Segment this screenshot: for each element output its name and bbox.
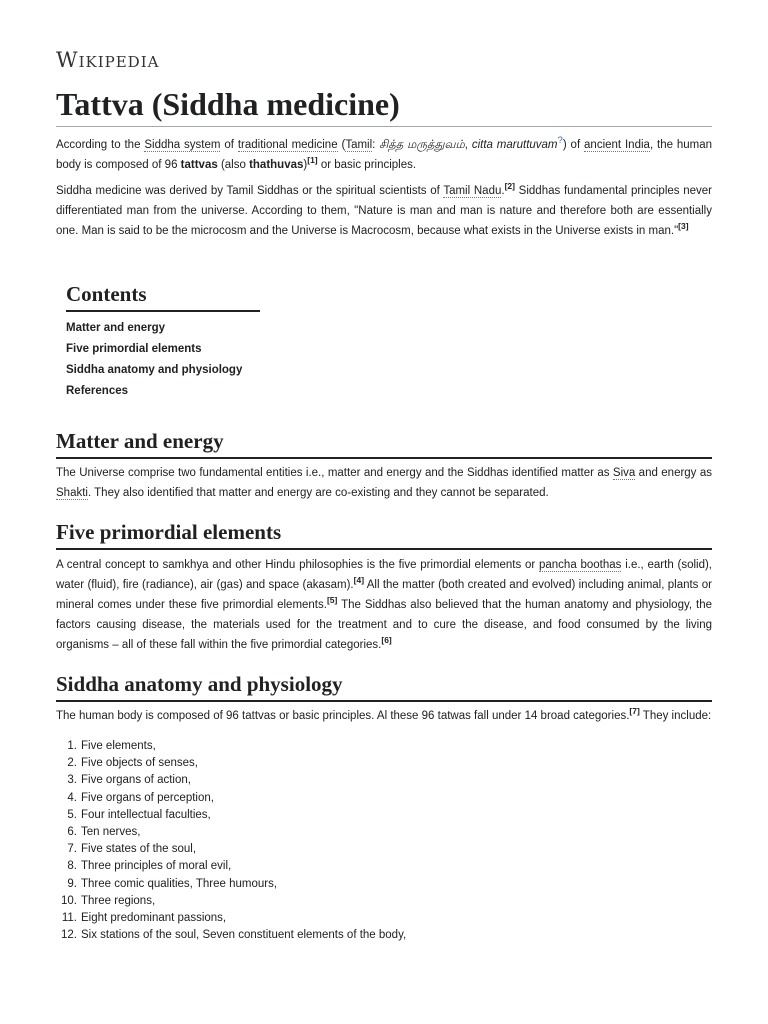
citation-2[interactable]: [2]	[504, 181, 515, 192]
toc-heading: Contents	[66, 280, 260, 312]
citation-4[interactable]: [4]	[353, 575, 365, 586]
link-ancient-india[interactable]: ancient India	[584, 138, 650, 151]
list-item: 1. Five elements,	[67, 740, 156, 752]
list-item: 2. Five objects of senses,	[67, 757, 198, 770]
citation-5[interactable]: [5]	[326, 595, 338, 606]
section-heading-five-primordial-elements: Five primordial elements	[56, 518, 712, 550]
citation-1[interactable]: [1]	[307, 155, 318, 165]
link-tamil-nadu[interactable]: Tamil Nadu	[443, 185, 502, 197]
link-siddha-system[interactable]: Siddha system	[144, 138, 221, 151]
tattva-categories-list	[61, 738, 680, 944]
toc-item-siddha-anatomy[interactable]: Siddha anatomy and physiology	[66, 364, 243, 376]
link-traditional-medicine[interactable]: traditional medicine	[237, 138, 338, 151]
transliteration-text: citta maruttuvam	[471, 138, 558, 151]
list-item: 4. Five organs of perception,	[67, 791, 214, 804]
list-item: 6. Ten nerves,	[67, 826, 141, 839]
link-pancha-boothas[interactable]: pancha boothas	[538, 559, 622, 571]
link-shakti[interactable]: Shakti	[56, 487, 88, 499]
citation-7[interactable]: [7]	[629, 706, 640, 717]
pronunciation-help-link[interactable]: ?	[557, 135, 563, 146]
link-siva[interactable]: Siva	[612, 467, 636, 479]
toc-item-references[interactable]: References	[66, 385, 129, 397]
list-item: 12. Six stations of the soul, Seven constituent elements of the body,	[61, 929, 407, 942]
intro-paragraph-2: Siddha medicine was derived by Tamil Siddhas or the spiritual scientists of Tamil Nadu.[2] Siddhas fundamental principles never differentiated man from the universe. According to them, "Nature is man and man is nature and therefore both are essentially one. Man is said to be the microcosm and the Universe is Macrocosm, because what exists in the Universe exists in man."[3]	[56, 181, 712, 237]
table-of-contents	[66, 280, 260, 402]
list-item: 7. Five states of the soul,	[67, 843, 197, 856]
page-title: Tattva (Siddha medicine)	[56, 84, 712, 127]
section-heading-matter-and-energy: Matter and energy	[56, 427, 712, 459]
list-item: 3. Five organs of action,	[67, 774, 191, 787]
list-item: 8. Three principles of moral evil,	[67, 860, 232, 873]
list-item: 9. Three comic qualities, Three humours,	[67, 877, 278, 890]
section-heading-siddha-anatomy: Siddha anatomy and physiology	[56, 670, 712, 702]
wikipedia-wordmark[interactable]: Wikipedia	[56, 48, 160, 72]
list-item: 10. Three regions,	[61, 894, 156, 907]
link-tamil[interactable]: Tamil	[345, 138, 373, 151]
anatomy-paragraph: The human body is composed of 96 tattvas or basic principles. Al these 96 tatwas fall under 14 broad categories.[7] They include:	[56, 706, 712, 722]
toc-item-matter-and-energy[interactable]: Matter and energy	[66, 322, 166, 334]
list-item: 5. Four intellectual faculties,	[67, 808, 211, 821]
citation-3[interactable]: [3]	[678, 221, 689, 232]
tamil-script-text: சித்த மருத்துவம்	[379, 138, 465, 151]
toc-item-five-primordial-elements[interactable]: Five primordial elements	[66, 343, 202, 355]
intro-paragraph-1: According to the Siddha system of traditional medicine (Tamil: சித்த மருத்துவம், citta maruttuvam?) of ancient India, the human body is composed of 96 tattvas (also thathuvas)[1] or basic principles.	[56, 135, 713, 171]
five-elements-paragraph: A central concept to samkhya and other Hindu philosophies is the five primordial elements or pancha boothas i.e., earth (solid), water (fluid), fire (radiance), air (gas) and space (akasam).[4] All the matter (both created and evolved) including animal, plants or mineral comes under these five primordial elements.[5] The Siddhas also believed that the human anatomy and physiology, the factors causing disease, the materials used for the treatment and to cure the disease, and food consumed by the living organisms – all of these fall within the five primordial categories.[6]	[56, 559, 712, 651]
list-item: 11. Eight predominant passions,	[61, 912, 227, 925]
bold-thathuvas: thathuvas	[249, 158, 304, 171]
matter-energy-paragraph: The Universe comprise two fundamental entities i.e., matter and energy and the Siddhas identified matter as Siva and energy as Shakti. They also identified that matter and energy are co-existing and they cannot be separated.	[56, 467, 712, 499]
citation-6[interactable]: [6]	[381, 635, 392, 646]
bold-tattvas: tattvas	[180, 158, 218, 171]
